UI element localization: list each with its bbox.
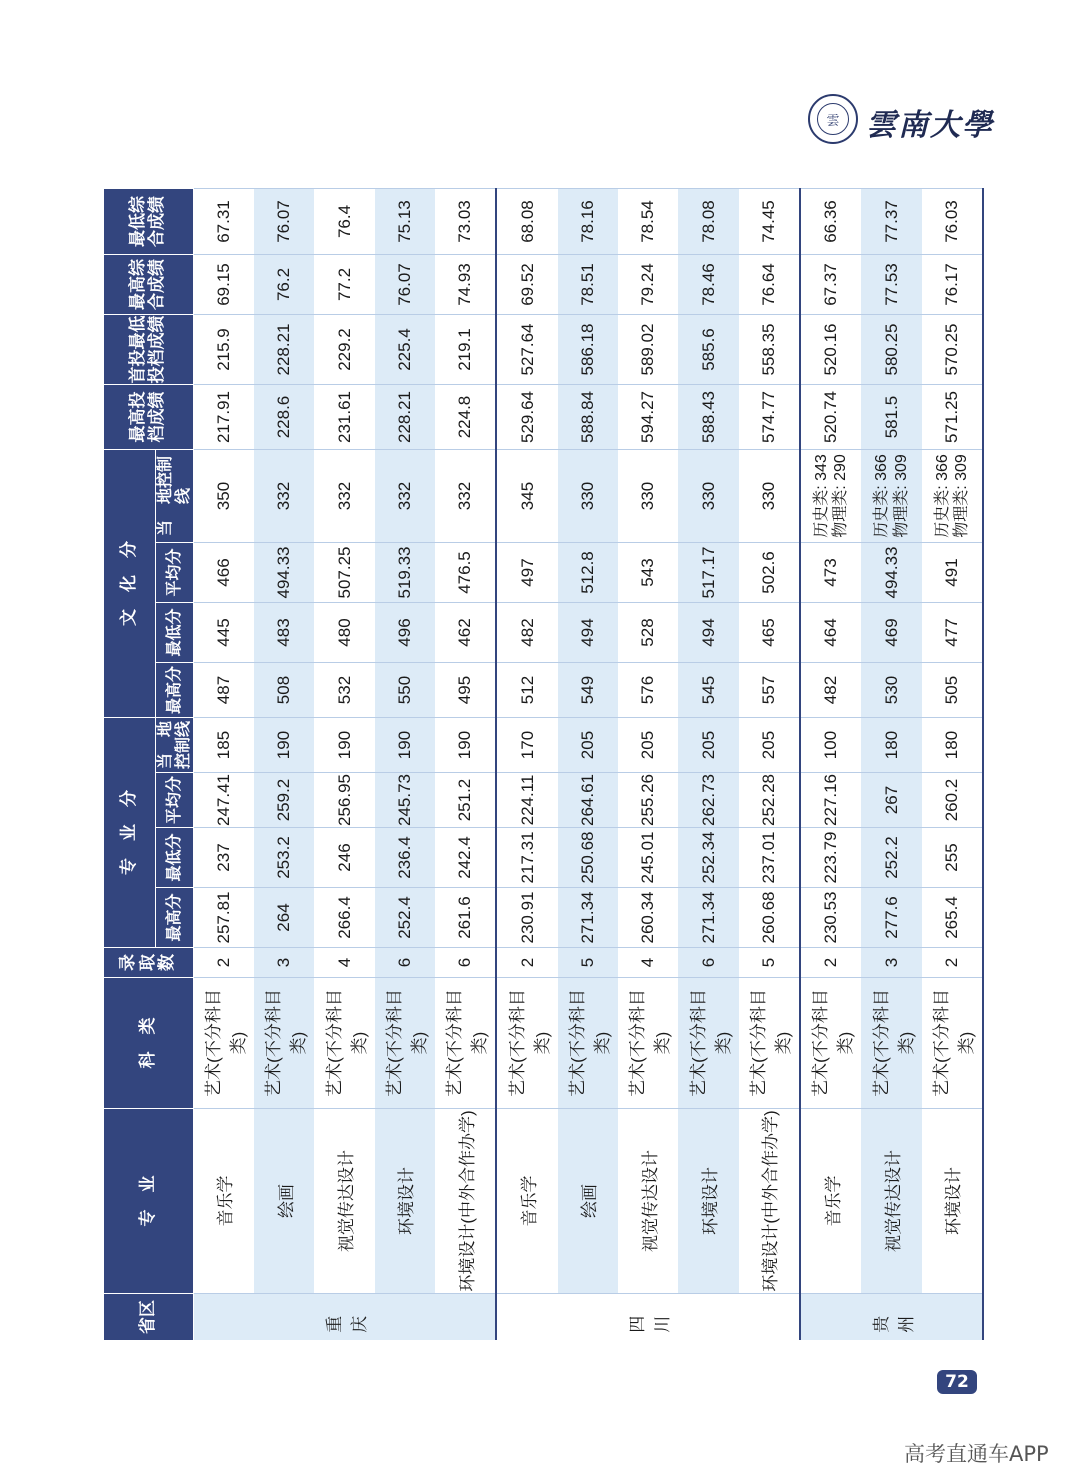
cell-prof-min: 252.2 bbox=[861, 828, 921, 888]
header-first-min-file-score: 首投最低投档成绩 bbox=[104, 315, 194, 385]
cell-max-composite: 74.93 bbox=[435, 255, 496, 315]
cell-major: 绘画 bbox=[558, 1109, 618, 1294]
cell-culture-max: 482 bbox=[800, 663, 861, 718]
cell-max-composite: 76.2 bbox=[254, 255, 314, 315]
cell-prof-control: 190 bbox=[435, 718, 496, 773]
cell-province: 贵 州 bbox=[800, 1294, 983, 1341]
table-row bbox=[922, 189, 983, 1341]
cell-max-composite: 77.53 bbox=[861, 255, 921, 315]
cell-culture-max: 487 bbox=[193, 663, 254, 718]
cell-culture-max: 512 bbox=[496, 663, 557, 718]
cell-min-composite: 76.03 bbox=[922, 189, 983, 255]
cell-min-composite: 68.08 bbox=[496, 189, 557, 255]
cell-culture-avg: 517.17 bbox=[678, 543, 738, 603]
cell-prof-control: 190 bbox=[254, 718, 314, 773]
cell-culture-min: 480 bbox=[314, 603, 374, 663]
cell-prof-avg: 260.2 bbox=[922, 773, 983, 828]
table-row bbox=[254, 189, 314, 1341]
cell-prof-min: 255 bbox=[922, 828, 983, 888]
header-culture-control: 当 地控制线 bbox=[156, 450, 194, 543]
cell-prof-avg: 259.2 bbox=[254, 773, 314, 828]
cell-major: 环境设计 bbox=[922, 1109, 983, 1294]
cell-top-file: 574.77 bbox=[739, 385, 800, 450]
cell-prof-avg: 227.16 bbox=[800, 773, 861, 828]
cell-prof-min: 246 bbox=[314, 828, 374, 888]
cell-prof-control: 205 bbox=[739, 718, 800, 773]
cell-culture-avg: 512.8 bbox=[558, 543, 618, 603]
cell-prof-avg: 256.95 bbox=[314, 773, 374, 828]
cell-prof-control: 180 bbox=[861, 718, 921, 773]
cell-major: 音乐学 bbox=[193, 1109, 254, 1294]
cell-category: 艺术(不分科目类) bbox=[558, 978, 618, 1109]
cell-admitted: 5 bbox=[558, 948, 618, 978]
cell-first-min-file: 580.25 bbox=[861, 315, 921, 385]
header-professional-avg: 平均分 bbox=[156, 773, 194, 828]
cell-category: 艺术(不分科目类) bbox=[254, 978, 314, 1109]
header-min-composite: 最低综合成绩 bbox=[104, 189, 194, 255]
cell-culture-min: 494 bbox=[558, 603, 618, 663]
cell-min-composite: 73.03 bbox=[435, 189, 496, 255]
cell-prof-avg: 247.41 bbox=[193, 773, 254, 828]
cell-max-composite: 69.52 bbox=[496, 255, 557, 315]
cell-major: 视觉传达设计 bbox=[314, 1109, 374, 1294]
watermark: 高考直通车APP bbox=[904, 1442, 1049, 1466]
cell-major: 环境设计 bbox=[678, 1109, 738, 1294]
cell-culture-avg: 507.25 bbox=[314, 543, 374, 603]
control-line-history: 历史类: 366 bbox=[933, 454, 951, 538]
cell-first-min-file: 225.4 bbox=[375, 315, 435, 385]
cell-prof-max: 277.6 bbox=[861, 888, 921, 948]
cell-culture-max: 549 bbox=[558, 663, 618, 718]
header-top-file-score: 最高投档成绩 bbox=[104, 385, 194, 450]
table-body bbox=[193, 189, 983, 1341]
header-admitted: 录取数 bbox=[104, 948, 194, 978]
cell-prof-avg: 224.11 bbox=[496, 773, 557, 828]
table-row bbox=[678, 189, 738, 1341]
cell-admitted: 6 bbox=[435, 948, 496, 978]
cell-min-composite: 78.08 bbox=[678, 189, 738, 255]
cell-max-composite: 78.51 bbox=[558, 255, 618, 315]
control-line-physics: 物理类: 290 bbox=[832, 454, 850, 538]
cell-prof-min: 252.34 bbox=[678, 828, 738, 888]
cell-culture-control: 332 bbox=[254, 450, 314, 543]
university-seal bbox=[808, 94, 858, 144]
cell-min-composite: 74.45 bbox=[739, 189, 800, 255]
cell-culture-max: 495 bbox=[435, 663, 496, 718]
cell-min-composite: 78.16 bbox=[558, 189, 618, 255]
admission-table-rotated bbox=[103, 189, 977, 1341]
cell-max-composite: 76.17 bbox=[922, 255, 983, 315]
cell-culture-avg: 519.33 bbox=[375, 543, 435, 603]
cell-province: 重 庆 bbox=[193, 1294, 496, 1341]
cell-culture-control: 330 bbox=[558, 450, 618, 543]
cell-prof-min: 236.4 bbox=[375, 828, 435, 888]
cell-culture-min: 494 bbox=[678, 603, 738, 663]
cell-admitted: 6 bbox=[678, 948, 738, 978]
table-row bbox=[861, 189, 921, 1341]
cell-category: 艺术(不分科目类) bbox=[739, 978, 800, 1109]
cell-prof-min: 217.31 bbox=[496, 828, 557, 888]
cell-admitted: 2 bbox=[922, 948, 983, 978]
cell-min-composite: 78.54 bbox=[618, 189, 678, 255]
control-line-history: 历史类: 343 bbox=[813, 454, 831, 538]
control-line-physics: 物理类: 309 bbox=[952, 454, 970, 538]
page-number: 72 bbox=[937, 1370, 977, 1394]
cell-first-min-file: 585.6 bbox=[678, 315, 738, 385]
cell-major: 环境设计(中外合作办学) bbox=[739, 1109, 800, 1294]
cell-culture-control: 332 bbox=[375, 450, 435, 543]
admission-score-table bbox=[103, 188, 984, 1341]
cell-first-min-file: 215.9 bbox=[193, 315, 254, 385]
table-row bbox=[739, 189, 800, 1341]
cell-prof-avg: 255.26 bbox=[618, 773, 678, 828]
cell-top-file: 588.84 bbox=[558, 385, 618, 450]
cell-culture-control: 330 bbox=[618, 450, 678, 543]
cell-first-min-file: 229.2 bbox=[314, 315, 374, 385]
cell-category: 艺术(不分科目类) bbox=[375, 978, 435, 1109]
cell-max-composite: 79.24 bbox=[618, 255, 678, 315]
control-line-history: 历史类: 366 bbox=[873, 454, 891, 538]
cell-culture-avg: 497 bbox=[496, 543, 557, 603]
cell-prof-min: 253.2 bbox=[254, 828, 314, 888]
cell-major: 视觉传达设计 bbox=[861, 1109, 921, 1294]
table-row bbox=[800, 189, 861, 1341]
cell-culture-avg: 494.33 bbox=[254, 543, 314, 603]
cell-category: 艺术(不分科目类) bbox=[435, 978, 496, 1109]
cell-top-file: 224.8 bbox=[435, 385, 496, 450]
cell-top-file: 231.61 bbox=[314, 385, 374, 450]
cell-prof-avg: 252.28 bbox=[739, 773, 800, 828]
table-row bbox=[314, 189, 374, 1341]
cell-major: 音乐学 bbox=[800, 1109, 861, 1294]
cell-category: 艺术(不分科目类) bbox=[678, 978, 738, 1109]
cell-first-min-file: 219.1 bbox=[435, 315, 496, 385]
cell-admitted: 4 bbox=[618, 948, 678, 978]
cell-culture-control: 332 bbox=[314, 450, 374, 543]
cell-culture-control: 330 bbox=[678, 450, 738, 543]
cell-min-composite: 77.37 bbox=[861, 189, 921, 255]
cell-max-composite: 77.2 bbox=[314, 255, 374, 315]
cell-admitted: 3 bbox=[861, 948, 921, 978]
header-culture-score: 文 化 分 bbox=[104, 450, 156, 718]
cell-culture-max: 545 bbox=[678, 663, 738, 718]
cell-prof-control: 205 bbox=[558, 718, 618, 773]
header-culture-avg: 平均分 bbox=[156, 543, 194, 603]
table-row bbox=[496, 189, 557, 1341]
cell-culture-min: 477 bbox=[922, 603, 983, 663]
cell-culture-max: 505 bbox=[922, 663, 983, 718]
cell-prof-max: 260.68 bbox=[739, 888, 800, 948]
table-row bbox=[375, 189, 435, 1341]
cell-culture-avg: 494.33 bbox=[861, 543, 921, 603]
cell-culture-avg: 476.5 bbox=[435, 543, 496, 603]
cell-culture-min: 445 bbox=[193, 603, 254, 663]
cell-category: 艺术(不分科目类) bbox=[496, 978, 557, 1109]
cell-culture-max: 508 bbox=[254, 663, 314, 718]
cell-culture-avg: 543 bbox=[618, 543, 678, 603]
cell-culture-min: 464 bbox=[800, 603, 861, 663]
cell-culture-avg: 502.6 bbox=[739, 543, 800, 603]
cell-prof-avg: 267 bbox=[861, 773, 921, 828]
cell-category: 艺术(不分科目类) bbox=[922, 978, 983, 1109]
cell-culture-avg: 466 bbox=[193, 543, 254, 603]
admission-table-frame bbox=[103, 189, 977, 1341]
cell-category: 艺术(不分科目类) bbox=[618, 978, 678, 1109]
cell-min-composite: 76.07 bbox=[254, 189, 314, 255]
cell-first-min-file: 558.35 bbox=[739, 315, 800, 385]
cell-major: 绘画 bbox=[254, 1109, 314, 1294]
cell-prof-max: 260.34 bbox=[618, 888, 678, 948]
header-max-composite: 最高综合成绩 bbox=[104, 255, 194, 315]
table-row bbox=[618, 189, 678, 1341]
control-line-physics: 物理类: 309 bbox=[892, 454, 910, 538]
header-culture-max: 最高分 bbox=[156, 663, 194, 718]
cell-culture-control bbox=[922, 450, 983, 543]
header-culture-min: 最低分 bbox=[156, 603, 194, 663]
cell-prof-min: 237 bbox=[193, 828, 254, 888]
university-logo bbox=[808, 94, 994, 146]
cell-max-composite: 78.46 bbox=[678, 255, 738, 315]
cell-culture-min: 528 bbox=[618, 603, 678, 663]
cell-first-min-file: 586.18 bbox=[558, 315, 618, 385]
cell-culture-control bbox=[861, 450, 921, 543]
cell-prof-max: 266.4 bbox=[314, 888, 374, 948]
cell-culture-max: 530 bbox=[861, 663, 921, 718]
cell-culture-max: 532 bbox=[314, 663, 374, 718]
cell-prof-control: 180 bbox=[922, 718, 983, 773]
cell-prof-control: 185 bbox=[193, 718, 254, 773]
cell-top-file: 571.25 bbox=[922, 385, 983, 450]
cell-max-composite: 76.64 bbox=[739, 255, 800, 315]
cell-culture-control bbox=[800, 450, 861, 543]
cell-category: 艺术(不分科目类) bbox=[193, 978, 254, 1109]
cell-prof-control: 205 bbox=[618, 718, 678, 773]
cell-culture-avg: 473 bbox=[800, 543, 861, 603]
cell-prof-min: 237.01 bbox=[739, 828, 800, 888]
header-professional-control: 当 地控制线 bbox=[156, 718, 194, 773]
cell-admitted: 2 bbox=[800, 948, 861, 978]
cell-major: 视觉传达设计 bbox=[618, 1109, 678, 1294]
cell-prof-avg: 245.73 bbox=[375, 773, 435, 828]
cell-category: 艺术(不分科目类) bbox=[314, 978, 374, 1109]
cell-culture-max: 550 bbox=[375, 663, 435, 718]
header-major: 专 业 bbox=[104, 1109, 194, 1294]
cell-prof-control: 190 bbox=[314, 718, 374, 773]
cell-culture-control: 350 bbox=[193, 450, 254, 543]
cell-prof-max: 230.91 bbox=[496, 888, 557, 948]
cell-culture-control: 345 bbox=[496, 450, 557, 543]
cell-prof-avg: 264.61 bbox=[558, 773, 618, 828]
cell-top-file: 594.27 bbox=[618, 385, 678, 450]
header-professional-max: 最高分 bbox=[156, 888, 194, 948]
cell-prof-max: 271.34 bbox=[678, 888, 738, 948]
header-province: 省区 bbox=[104, 1294, 194, 1341]
cell-category: 艺术(不分科目类) bbox=[861, 978, 921, 1109]
cell-prof-control: 205 bbox=[678, 718, 738, 773]
cell-culture-min: 482 bbox=[496, 603, 557, 663]
cell-top-file: 228.21 bbox=[375, 385, 435, 450]
university-name: 雲南大學 bbox=[866, 108, 994, 143]
cell-major: 音乐学 bbox=[496, 1109, 557, 1294]
cell-prof-control: 100 bbox=[800, 718, 861, 773]
cell-culture-min: 465 bbox=[739, 603, 800, 663]
cell-prof-control: 190 bbox=[375, 718, 435, 773]
cell-prof-max: 257.81 bbox=[193, 888, 254, 948]
cell-first-min-file: 228.21 bbox=[254, 315, 314, 385]
cell-max-composite: 69.15 bbox=[193, 255, 254, 315]
cell-province: 四 川 bbox=[496, 1294, 800, 1341]
cell-culture-avg: 491 bbox=[922, 543, 983, 603]
header-professional-min: 最低分 bbox=[156, 828, 194, 888]
header-professional-score: 专 业 分 bbox=[104, 718, 156, 948]
cell-category: 艺术(不分科目类) bbox=[800, 978, 861, 1109]
seal-center: 雲 bbox=[817, 103, 849, 135]
cell-culture-control: 330 bbox=[739, 450, 800, 543]
table-row bbox=[558, 189, 618, 1341]
table-row bbox=[435, 189, 496, 1341]
cell-culture-control: 332 bbox=[435, 450, 496, 543]
cell-prof-max: 265.4 bbox=[922, 888, 983, 948]
cell-culture-min: 496 bbox=[375, 603, 435, 663]
cell-min-composite: 76.4 bbox=[314, 189, 374, 255]
cell-major: 环境设计(中外合作办学) bbox=[435, 1109, 496, 1294]
cell-prof-max: 264 bbox=[254, 888, 314, 948]
cell-culture-max: 576 bbox=[618, 663, 678, 718]
cell-top-file: 217.91 bbox=[193, 385, 254, 450]
cell-admitted: 3 bbox=[254, 948, 314, 978]
cell-culture-min: 483 bbox=[254, 603, 314, 663]
cell-prof-avg: 251.2 bbox=[435, 773, 496, 828]
cell-prof-control: 170 bbox=[496, 718, 557, 773]
cell-culture-max: 557 bbox=[739, 663, 800, 718]
cell-prof-min: 250.68 bbox=[558, 828, 618, 888]
cell-top-file: 529.64 bbox=[496, 385, 557, 450]
cell-prof-max: 261.6 bbox=[435, 888, 496, 948]
cell-max-composite: 67.37 bbox=[800, 255, 861, 315]
header-category: 科 类 bbox=[104, 978, 194, 1109]
cell-max-composite: 76.07 bbox=[375, 255, 435, 315]
cell-prof-max: 252.4 bbox=[375, 888, 435, 948]
cell-major: 环境设计 bbox=[375, 1109, 435, 1294]
cell-top-file: 581.5 bbox=[861, 385, 921, 450]
cell-culture-min: 469 bbox=[861, 603, 921, 663]
cell-first-min-file: 520.16 bbox=[800, 315, 861, 385]
cell-first-min-file: 589.02 bbox=[618, 315, 678, 385]
cell-prof-avg: 262.73 bbox=[678, 773, 738, 828]
cell-admitted: 2 bbox=[496, 948, 557, 978]
cell-min-composite: 67.31 bbox=[193, 189, 254, 255]
cell-top-file: 520.74 bbox=[800, 385, 861, 450]
cell-culture-min: 462 bbox=[435, 603, 496, 663]
cell-top-file: 228.6 bbox=[254, 385, 314, 450]
cell-first-min-file: 570.25 bbox=[922, 315, 983, 385]
cell-prof-min: 223.79 bbox=[800, 828, 861, 888]
cell-prof-min: 242.4 bbox=[435, 828, 496, 888]
table-row bbox=[193, 189, 254, 1341]
cell-top-file: 588.43 bbox=[678, 385, 738, 450]
cell-prof-min: 245.01 bbox=[618, 828, 678, 888]
cell-prof-max: 271.34 bbox=[558, 888, 618, 948]
cell-prof-max: 230.53 bbox=[800, 888, 861, 948]
cell-admitted: 6 bbox=[375, 948, 435, 978]
cell-min-composite: 66.36 bbox=[800, 189, 861, 255]
cell-first-min-file: 527.64 bbox=[496, 315, 557, 385]
cell-admitted: 5 bbox=[739, 948, 800, 978]
cell-min-composite: 75.13 bbox=[375, 189, 435, 255]
cell-admitted: 2 bbox=[193, 948, 254, 978]
cell-admitted: 4 bbox=[314, 948, 374, 978]
